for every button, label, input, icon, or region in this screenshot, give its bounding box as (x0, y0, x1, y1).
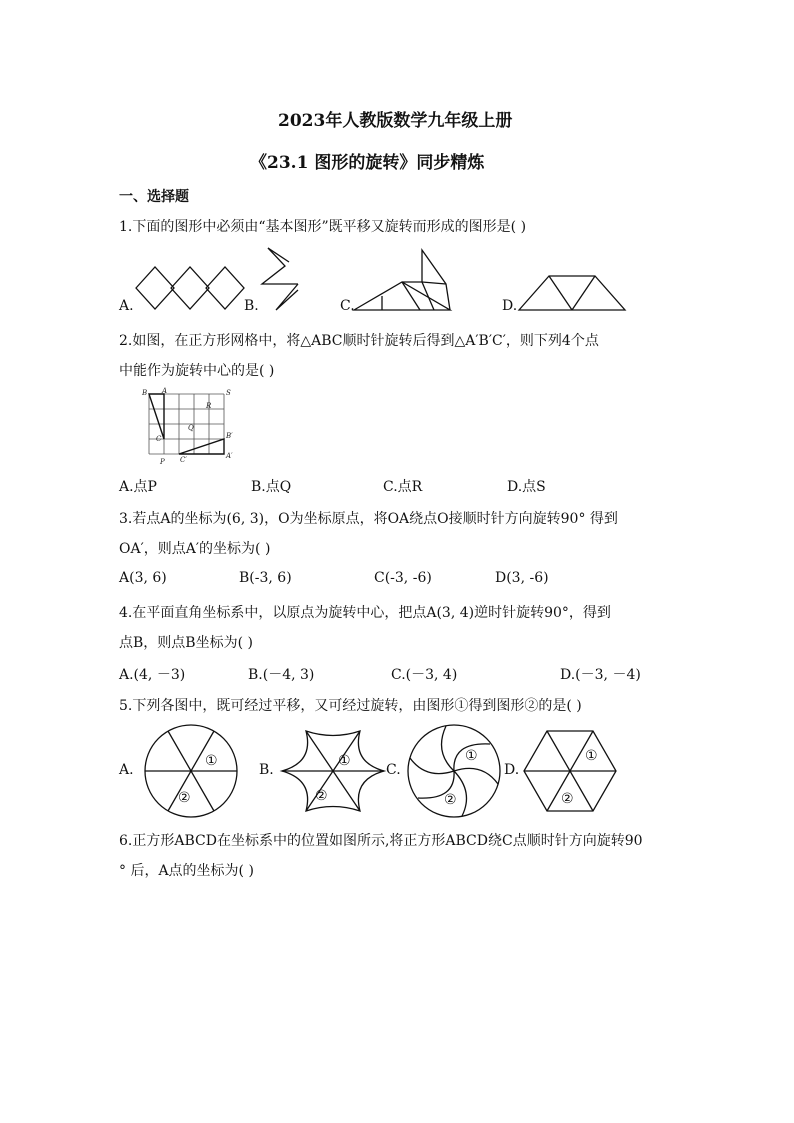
q5-option-b-label: B. (259, 762, 274, 778)
q5-option-c-label: C. (386, 762, 401, 778)
q5-a-mark-1: ① (205, 753, 218, 769)
q2-label-a: A (162, 387, 168, 395)
q4-option-d: D.(－3, －4) (560, 667, 641, 683)
q5-c-mark-1: ① (465, 748, 478, 764)
q2-grid-figure (140, 387, 240, 470)
q1-option-c-label: C. (340, 298, 355, 314)
q5-b-mark-2: ② (315, 788, 328, 804)
q2-label-c-prime: C′ (180, 456, 187, 464)
section-heading: 一、选择题 (119, 189, 189, 205)
q5-a-mark-2: ② (178, 790, 191, 806)
q2-label-b: B (142, 389, 148, 397)
q2-option-a: A.点P (119, 479, 157, 495)
q2-label-s: S (226, 389, 231, 397)
question-3-stem-line2: OA′，则点A′的坐标为( ) (119, 541, 271, 557)
question-4-stem-line1: 4.在平面直角坐标系中，以原点为旋转中心，把点A(3, 4)逆时针旋转90°，得到 (119, 605, 611, 621)
q2-label-b-prime: B′ (226, 432, 233, 440)
question-4-stem-line2: 点B，则点B坐标为( ) (119, 635, 253, 651)
q5-d-mark-1: ① (585, 748, 598, 764)
q2-option-d: D.点S (507, 479, 546, 495)
q5-c-mark-2: ② (444, 792, 457, 808)
page-subtitle: 《23.1 图形的旋转》同步精炼 (250, 153, 485, 173)
q4-option-c: C.(－3, 4) (391, 667, 458, 683)
q5-b-mark-1: ① (338, 753, 351, 769)
q2-triangle-abc (149, 394, 164, 439)
q5-figure-b (278, 722, 388, 822)
q2-grid-lines (149, 394, 224, 454)
q5-figure-a (142, 722, 242, 822)
question-5-stem: 5.下列各图中，既可经过平移，又可经过旋转，由图形①得到图形②的是( ) (119, 698, 582, 714)
q4-option-b: B.(－4, 3) (248, 667, 315, 683)
q1-figure-a (135, 266, 245, 316)
q2-option-c: C.点R (383, 479, 423, 495)
q1-option-a-label: A. (119, 298, 134, 314)
question-1-stem: 1.下面的图形中必须由“基本图形”既平移又旋转而形成的图形是( ) (119, 219, 527, 235)
q5-d-mark-2: ② (561, 791, 574, 807)
q3-option-b: B(-3, 6) (239, 570, 292, 586)
q3-option-d: D(3, -6) (495, 570, 549, 586)
q3-option-c: C(-3, -6) (374, 570, 432, 586)
q2-label-r: R (206, 402, 212, 410)
page-title: 2023年人教版数学九年级上册 (278, 111, 513, 131)
q1-figure-d (517, 274, 627, 314)
q1-figure-b (258, 244, 308, 314)
q1-option-d-label: D. (502, 298, 518, 314)
q1-option-b-label: B. (244, 298, 259, 314)
q5-option-d-label: D. (504, 762, 520, 778)
question-2-stem-line1: 2.如图，在正方形网格中，将△ABC顺时针旋转后得到△A′B′C′，则下列4个点 (119, 333, 599, 349)
q1-figure-c (352, 246, 452, 316)
q2-label-c: C (156, 435, 162, 443)
q5-figure-c (404, 722, 504, 822)
question-6-stem-line2: ° 后，A点的坐标为( ) (119, 863, 254, 879)
q2-option-b: B.点Q (251, 479, 292, 495)
q3-option-a: A(3, 6) (119, 570, 167, 586)
question-3-stem-line1: 3.若点A的坐标为(6, 3)，O为坐标原点，将OA绕点O接顺时针方向旋转90° 得到 (119, 511, 618, 527)
q2-triangle-abc-rotated (179, 439, 224, 454)
q2-label-p: P (160, 458, 165, 466)
q2-label-q: Q (188, 424, 194, 432)
q4-option-a: A.(4, －3) (119, 667, 186, 683)
q2-label-a-prime: A′ (226, 452, 233, 460)
q5-option-a-label: A. (119, 762, 134, 778)
question-2-stem-line2: 中能作为旋转中心的是( ) (119, 363, 275, 379)
q5-figure-d (520, 722, 620, 822)
question-6-stem-line1: 6.正方形ABCD在坐标系中的位置如图所示,将正方形ABCD绕C点顺时针方向旋转90 (119, 833, 643, 849)
